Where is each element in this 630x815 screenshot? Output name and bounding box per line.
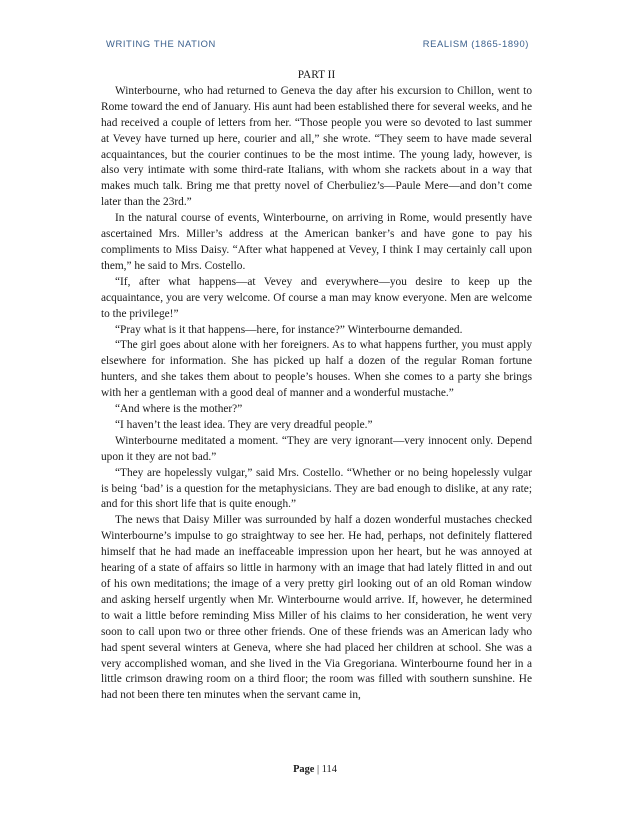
paragraph-1: Winterbourne, who had returned to Geneva the day after his excursion to Chillon, went to Rome toward the end of January. His aunt had been established there for several weeks, and he had received a couple of letters from her. “Those people you were so devoted to last summer at Vevey have turned up here, courier and all,” she wrote. “They seem to have made several acquaintances, but the courier continues to be the most intime. The young lady, however, is also very intimate with some third-rate Italians, with whom she rackets about in a way that makes much talk. Bring me that pretty novel of Cherbuliez’s—Paule Mere—and don’t come later than the 23rd.” — [101, 84, 532, 209]
part-title: PART II — [297, 69, 336, 81]
paragraph-2: In the natural course of events, Winterbourne, on arriving in Rome, would presently have ascertained Mrs. Miller’s address at the American banker’s and have gone to pay his compliments to Miss Daisy. “After what happened at Vevey, I think I may certainly call upon them,” he said to Mrs. Costello. — [101, 212, 532, 272]
paragraph-7: “I haven’t the least idea. They are very dreadful people.” — [115, 418, 373, 431]
page-number: 114 — [321, 764, 337, 775]
paragraph-8: Winterbourne meditated a moment. “They are very ignorant—very innocent only. Depend upon it they are not bad.” — [101, 434, 532, 463]
paragraph-4: “Pray what is it that happens—here, for instance?” Winterbourne demanded. — [115, 323, 463, 336]
running-header — [106, 38, 529, 52]
page-body — [101, 68, 532, 704]
page-separator: | — [317, 764, 320, 775]
paragraph-3: “If, after what happens—at Vevey and everywhere—you desire to keep up the acquaintance, you are very welcome. Of course a man may know everyone. Men are welcome to the privilege!” — [101, 275, 532, 320]
paragraph-9: “They are hopelessly vulgar,” said Mrs. Costello. “Whether or no being hopelessly vulgar is being ‘bad’ is a question for the metaphysicians. They are bad enough to dislike, at any rate; and for this short life that is quite enough.” — [101, 466, 532, 511]
header-section-title: REALISM (1865-1890) — [422, 38, 529, 49]
page-footer — [0, 764, 630, 775]
paragraph-10: The news that Daisy Miller was surrounded by half a dozen wonderful mustaches checked Winterbourne’s impulse to go straightway to see her. He had, perhaps, not definitely flattered himself that he had made an ineffaceable impression upon her heart, but he was annoyed at hearing of a state of affairs so little in harmony with an image that had lately flitted in and out of his own meditations; the image of a very pretty girl looking out of an old Roman window and asking herself urgently when Mr. Winterbourne would arrive. If, however, he determined to wait a little before reminding Miss Miller of his claims to her consideration, he went very soon to call upon two or three other friends. One of these friends was an American lady who had spent several winters at Geneva, where she had placed her children at school. She was a very accomplished woman, and she lived in the Via Gregoriana. Winterbourne found her in a little crimson drawing room on a third floor; the room was filled with southern sunshine. He had not been there ten minutes when the servant came in, — [101, 514, 532, 702]
paragraph-6: “And where is the mother?” — [115, 403, 243, 416]
page-label: Page — [293, 764, 315, 775]
header-book-title: WRITING THE NATION — [106, 38, 216, 49]
paragraph-5: “The girl goes about alone with her foreigners. As to what happens further, you must apply elsewhere for information. She has picked up half a dozen of the regular Roman fortune hunters, and she takes them about to people’s houses. When she comes to a party she brings with her a gentleman with a good deal of manner and a wonderful mustache.” — [101, 339, 532, 400]
